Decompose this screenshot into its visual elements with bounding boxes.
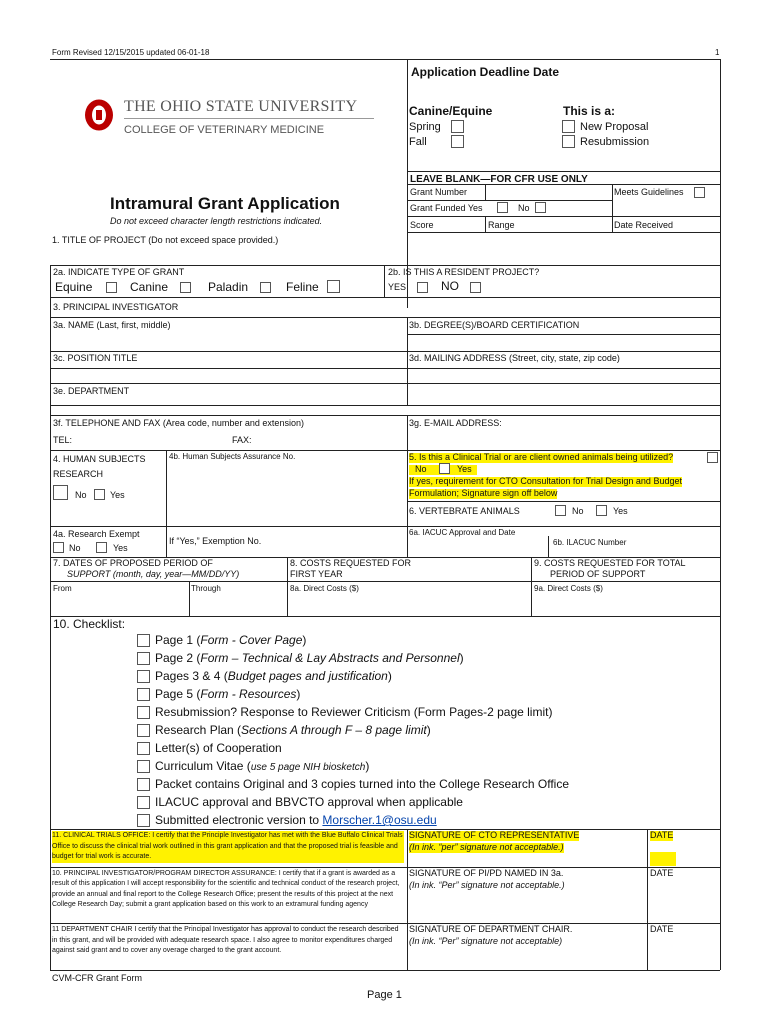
- canine-checkbox[interactable]: [180, 282, 191, 293]
- checklist-item-1: Page 1 (Form - Cover Page): [155, 633, 307, 647]
- checklist-item-10: ILACUC approval and BBVCTO approval when applicable: [155, 795, 463, 809]
- resident-yes-checkbox[interactable]: [417, 282, 428, 293]
- checklist-item-5-checkbox[interactable]: [137, 706, 150, 719]
- assurance-label: 4b. Human Subjects Assurance No.: [169, 452, 296, 461]
- cfr-line-3: [407, 200, 612, 201]
- sec3-divider: [407, 317, 408, 405]
- sig-row2-top: [50, 867, 720, 868]
- tel-label: TEL:: [53, 435, 73, 445]
- grant-type-canine: Canine: [130, 280, 169, 294]
- footer-page: Page 1: [367, 989, 402, 1001]
- exempt-yes-checkbox[interactable]: [96, 542, 107, 553]
- this-is-a-label: This is a:: [563, 104, 616, 118]
- dates-label-1: 7. DATES OF PROPOSED PERIOD OF: [53, 558, 213, 568]
- clinical-yes-label: Yes: [457, 464, 472, 474]
- pi-date-label: DATE: [650, 868, 674, 878]
- exempt-no-label: No: [69, 543, 81, 553]
- vertebrate-no-label: No: [572, 506, 584, 516]
- grant-type-paladin: Paladin: [208, 280, 249, 294]
- pi-ink-note: (In ink. “Per” signature not acceptable.): [409, 880, 565, 890]
- project-title-label: 1. TITLE OF PROJECT (Do not exceed space provided.): [52, 235, 279, 245]
- checklist-item-4: Page 5 (Form - Resources): [155, 687, 301, 701]
- sec6-top: [407, 501, 720, 502]
- human-yes-checkbox[interactable]: [94, 489, 105, 500]
- sec3f-divider: [407, 415, 408, 450]
- sec2-divider: [384, 265, 385, 297]
- sec7-bottom: [50, 616, 720, 617]
- vertebrate-yes-checkbox[interactable]: [596, 505, 607, 516]
- iacuc-date-label: 6a. IACUC Approval and Date: [409, 528, 516, 537]
- total-label-2: PERIOD OF SUPPORT: [550, 569, 646, 579]
- cto-date-field[interactable]: [650, 852, 676, 866]
- checklist-item-9: Packet contains Original and 3 copies turned into the College Research Office: [155, 777, 570, 791]
- sec3a-top: [50, 317, 720, 318]
- form-revised-text: Form Revised 12/15/2015 updated 06-01-18: [52, 48, 210, 57]
- checklist-item-8-checkbox[interactable]: [137, 760, 150, 773]
- grant-number-label: Grant Number: [410, 187, 468, 197]
- sec4-top: [50, 450, 720, 451]
- sec3e-bottom: [50, 405, 720, 406]
- sec3e-top: [50, 383, 720, 384]
- human-subjects-label: 4. HUMAN SUBJECTS: [53, 454, 146, 464]
- checklist-item-7-checkbox[interactable]: [137, 742, 150, 755]
- position-label: 3c. POSITION TITLE: [53, 353, 138, 363]
- chair-signature-label: SIGNATURE OF DEPARTMENT CHAIR.: [409, 924, 573, 934]
- cto-date-label: DATE: [650, 830, 674, 840]
- email-label: 3g. E-MAIL ADDRESS:: [409, 418, 502, 428]
- checklist-label: 10. Checklist:: [53, 617, 126, 631]
- pi-degree-label: 3b. DEGREE(S)/BOARD CERTIFICATION: [409, 320, 580, 330]
- score-label: Score: [410, 220, 434, 230]
- vertebrate-yes-label: Yes: [613, 506, 628, 516]
- checklist-item-2-checkbox[interactable]: [137, 652, 150, 665]
- resident-no-checkbox[interactable]: [470, 282, 481, 293]
- sig-top: [50, 829, 720, 830]
- checklist-item-11-checkbox[interactable]: [137, 814, 150, 827]
- direct-costs-9a-label: 9a. Direct Costs ($): [534, 584, 603, 593]
- resident-yes-label: YES: [388, 282, 407, 292]
- grant-funded-yes-checkbox[interactable]: [497, 202, 508, 213]
- cto-signature-label: SIGNATURE OF CTO REPRESENTATIVE: [409, 830, 580, 840]
- exemption-number-label: If “Yes,” Exemption No.: [169, 536, 262, 546]
- checklist-item-2: Page 2 (Form – Technical & Lay Abstracts and Personnel): [155, 651, 464, 665]
- cfr-line-4: [407, 216, 720, 217]
- meets-guidelines-checkbox[interactable]: [694, 187, 705, 198]
- telephone-label: 3f. TELEPHONE AND FAX (Area code, number and extension): [53, 418, 304, 428]
- sec3d-mid: [407, 368, 720, 369]
- department-label: 3e. DEPARTMENT: [53, 386, 130, 396]
- cfr-title: LEAVE BLANK—FOR CFR USE ONLY: [410, 174, 588, 185]
- clinical-trials-certification: 11. CLINICAL TRIALS OFFICE: I certify that the Principle Investigator has met with the Blue Buffalo Clinical Trials Office to discuss the clinical trial work outlined in this grant application and that the proposed trial is feasible and budget for trial work is accurate.: [52, 831, 404, 863]
- application-title: Intramural Grant Application: [110, 194, 340, 213]
- through-label: Through: [191, 584, 221, 593]
- cfr-v1: [485, 184, 486, 200]
- grant-type-equine: Equine: [55, 280, 93, 294]
- checklist-item-3: Pages 3 & 4 (Budget pages and justification): [155, 669, 392, 683]
- sec7-v1: [287, 557, 288, 616]
- sec3c-top: [50, 351, 720, 352]
- fax-label: FAX:: [232, 435, 252, 445]
- sec4-v2: [407, 450, 408, 557]
- college-name: COLLEGE OF VETERINARY MEDICINE: [124, 124, 325, 136]
- clinical-no-label: No: [415, 464, 427, 474]
- grant-type-feline: Feline: [286, 280, 319, 294]
- resident-no-label: NO: [441, 279, 459, 293]
- sec7-v2: [531, 557, 532, 616]
- clinical-trial-extra-checkbox[interactable]: [707, 452, 718, 463]
- frame-left-lower: [50, 616, 51, 970]
- cto-note-2: Formulation; Signature sign off below: [409, 488, 558, 498]
- fall-label: Fall: [409, 136, 427, 148]
- resident-label: 2b. IS THIS A RESIDENT PROJECT?: [388, 267, 540, 277]
- sec4a-top: [50, 526, 720, 527]
- fall-checkbox[interactable]: [451, 135, 464, 148]
- logo-rule: [124, 118, 374, 119]
- human-no-label: No: [75, 490, 87, 500]
- date-received-label: Date Received: [614, 220, 674, 230]
- clinical-no-checkbox[interactable]: [439, 463, 450, 474]
- sig-bottom: [50, 970, 720, 971]
- checklist-item-8: Curriculum Vitae (use 5 page NIH biosketch): [155, 759, 370, 773]
- cto-note-1: If yes, requirement for CTO Consultation for Trial Design and Budget: [409, 476, 682, 486]
- exempt-no-checkbox[interactable]: [53, 542, 64, 553]
- clinical-trial-question: 5. Is this a Clinical Trial or are client owned animals being utilized?: [409, 452, 674, 462]
- paladin-checkbox[interactable]: [260, 282, 271, 293]
- grant-funded-no-label: No: [518, 203, 530, 213]
- checklist-item-11: Submitted electronic version to Morscher.1@osu.edu: [155, 813, 437, 827]
- range-label: Range: [488, 220, 515, 230]
- spring-checkbox[interactable]: [451, 120, 464, 133]
- grant-type-label: 2a. INDICATE TYPE OF GRANT: [53, 267, 185, 277]
- human-no-checkbox[interactable]: [53, 485, 68, 500]
- sig-row3-top: [50, 923, 720, 924]
- sec3-top: [50, 297, 720, 298]
- checklist-item-9-checkbox[interactable]: [137, 778, 150, 791]
- sig-v2: [647, 829, 648, 970]
- checklist-item-4-checkbox[interactable]: [137, 688, 150, 701]
- osu-logo-icon: [83, 98, 115, 132]
- iacuc-divider: [548, 536, 549, 557]
- total-label-1: 9. COSTS REQUESTED FOR TOTAL: [534, 558, 686, 568]
- frame-right: [720, 59, 721, 616]
- page-number-top: 1: [715, 48, 720, 57]
- new-proposal-label: New Proposal: [580, 121, 649, 133]
- sec3c-mid: [50, 368, 407, 369]
- pi-label: 3. PRINCIPAL INVESTIGATOR: [53, 302, 179, 312]
- first-year-label-1: 8. COSTS REQUESTED FOR: [290, 558, 412, 568]
- equine-checkbox[interactable]: [106, 282, 117, 293]
- length-instruction: Do not exceed character length restrictions indicated.: [110, 216, 323, 226]
- vertebrate-no-checkbox[interactable]: [555, 505, 566, 516]
- checklist-item-3-checkbox[interactable]: [137, 670, 150, 683]
- checklist-item-5: Resubmission? Response to Reviewer Criticism (Form Pages-2 page limit): [155, 705, 553, 719]
- cfr-top-line: [407, 171, 720, 172]
- exempt-yes-label: Yes: [113, 543, 128, 553]
- human-yes-label: Yes: [110, 490, 125, 500]
- sec7-v3: [189, 581, 190, 616]
- checklist-item-1-checkbox[interactable]: [137, 634, 150, 647]
- resubmission-checkbox[interactable]: [562, 135, 575, 148]
- cfr-line-2: [407, 184, 720, 185]
- cfr-v2: [612, 184, 613, 232]
- checklist-item-7: Letter(s) of Cooperation: [155, 741, 282, 755]
- sec3f-top: [50, 415, 720, 416]
- pi-name-label: 3a. NAME (Last, first, middle): [53, 320, 171, 330]
- resubmission-label: Resubmission: [580, 136, 650, 148]
- iacuc-number-label: 6b. ILACUC Number: [553, 538, 627, 547]
- pi-signature-label: SIGNATURE OF PI/PD NAMED IN 3a.: [409, 868, 564, 878]
- grant-funded-label: Grant Funded Yes: [410, 203, 483, 213]
- first-year-label-2: FIRST YEAR: [290, 569, 343, 579]
- pi-assurance-text: 10. PRINCIPAL INVESTIGATOR/PROGRAM DIRECTOR ASSURANCE: I certify that if a grant is awarded as a result of this application I will accept responsibility for the scientific and technical conduct of the research project, provide an annual and final report to the College Research Office; present the results of this project at the next College Research Day; submit a grant application based on this work to an extramural funding agency: [52, 870, 400, 908]
- spring-label: Spring: [409, 121, 441, 133]
- direct-costs-8a-label: 8a. Direct Costs ($): [290, 584, 359, 593]
- email-link[interactable]: Morscher.1@osu.edu: [322, 813, 437, 827]
- dates-label-2: SUPPORT (month, day, year—MM/DD/YY): [67, 569, 240, 579]
- chair-date-label: DATE: [650, 924, 674, 934]
- cto-ink-note: (In ink. “per” signature not acceptable.): [409, 842, 564, 852]
- grant-funded-no-checkbox[interactable]: [535, 202, 546, 213]
- sec2-top: [50, 265, 720, 266]
- research-label: RESEARCH: [53, 469, 104, 479]
- chair-certification-text: 11 DEPARTMENT CHAIR I certify that the Principal Investigator has approval to conduct the research described in this grant, and will be provided with adequate research space. I also agree to monitor expenditures charged against said grant and to cover any overage charged to the grant account.: [52, 926, 399, 954]
- checklist-item-6: Research Plan (Sections A through F – 8 page limit): [155, 723, 431, 737]
- exempt-label: 4a. Research Exempt: [53, 529, 140, 539]
- sec4-v1: [166, 450, 167, 557]
- cfr-bottom: [407, 232, 720, 233]
- new-proposal-checkbox[interactable]: [562, 120, 575, 133]
- meets-guidelines-label: Meets Guidelines: [614, 187, 684, 197]
- sec3b-mid: [407, 334, 720, 335]
- deadline-title: Application Deadline Date: [411, 65, 560, 79]
- university-name: THE OHIO STATE UNIVERSITY: [124, 98, 358, 115]
- mailing-label: 3d. MAILING ADDRESS (Street, city, state, zip code): [409, 353, 620, 363]
- chair-ink-note: (In ink. “Per” signature not acceptable): [409, 936, 563, 946]
- sec7-mid: [50, 581, 720, 582]
- footer-form-name: CVM-CFR Grant Form: [52, 973, 142, 983]
- cfr-v3: [485, 216, 486, 232]
- feline-checkbox[interactable]: [327, 280, 340, 293]
- vertebrate-label: 6. VERTEBRATE ANIMALS: [409, 506, 520, 516]
- checklist-item-6-checkbox[interactable]: [137, 724, 150, 737]
- sig-v1: [407, 829, 408, 970]
- canine-equine-label: Canine/Equine: [409, 104, 493, 118]
- checklist-item-10-checkbox[interactable]: [137, 796, 150, 809]
- frame-top: [50, 59, 720, 60]
- from-label: From: [53, 584, 72, 593]
- frame-right-lower: [720, 616, 721, 970]
